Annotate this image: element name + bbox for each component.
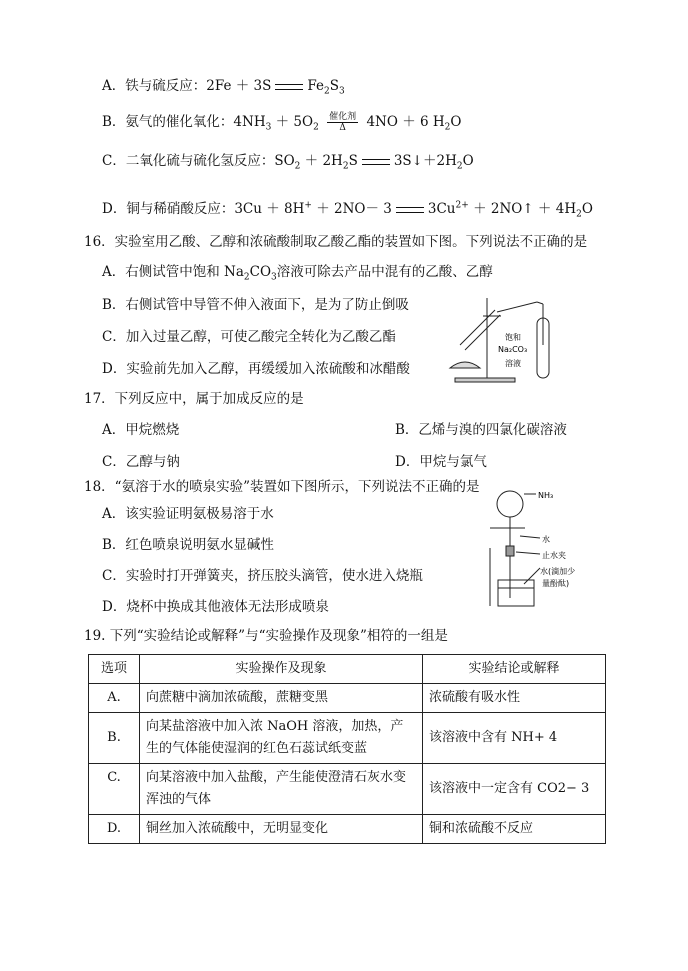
sub: 2 xyxy=(294,161,301,172)
q15-a-mid: S xyxy=(329,78,339,94)
table-cell: 浓硫酸有吸水性 xyxy=(423,684,606,713)
q15-c-mid: ＋ 2H xyxy=(300,153,343,169)
table-cell: 铜丝加入浓硫酸中，无明显变化 xyxy=(140,815,423,844)
q17-option-d: D．甲烷与氯气 xyxy=(395,454,487,470)
q16-option-d: D．实验前先加入乙醇，再缓缓加入浓硫酸和冰醋酸 xyxy=(102,361,410,377)
q18-stem: 18．“氨溶于水的喷泉实验”装置如下图所示，下列说法不正确的是 xyxy=(84,479,480,495)
table-cell: 向某盐溶液中加入浓 NaOH 溶液，加热，产生的气体能使湿润的红色石蕊试纸变蓝 xyxy=(140,713,423,764)
table-cell: 铜和浓硫酸不反应 xyxy=(423,815,606,844)
q18-option-a: A．该实验证明氨极易溶于水 xyxy=(102,506,274,522)
table-cell: B. xyxy=(89,713,140,764)
table-header-row xyxy=(89,655,606,684)
table-cell: A. xyxy=(89,684,140,713)
q15-b-plus: ＋ 5O xyxy=(271,114,314,130)
q15-b-end: O xyxy=(450,114,462,130)
label-clip: 止水夹 xyxy=(542,551,566,560)
catalyst-label: 催化剂 xyxy=(329,112,357,122)
q15-a-lhs: A．铁与硫反应：2Fe ＋ 3S xyxy=(102,78,272,94)
label-saturated: 饱和 xyxy=(505,333,521,342)
table-cell: 该溶液中一定含有 CO2− 3 xyxy=(423,764,606,815)
q15-d-lhs: D．铜与稀硝酸反应：3Cu ＋ 8H xyxy=(102,201,305,217)
table-row xyxy=(89,684,606,713)
table-cell: 向某溶液中加入盐酸，产生能使澄清石灰水变浑浊的气体 xyxy=(140,764,423,815)
q19-stem: 19. 下列“实验结论或解释”与“实验操作及现象”相符的一组是 xyxy=(84,628,448,644)
table-row xyxy=(89,815,606,844)
esterification-apparatus-figure xyxy=(435,290,565,390)
table-cell: 该溶液中含有 NH+ 4 xyxy=(423,713,606,764)
sup: + xyxy=(304,200,312,211)
q15-d-end2: O xyxy=(581,201,593,217)
sub: 2 xyxy=(313,122,319,133)
q16-stem: 16．实验室用乙酸、乙醇和浓硫酸制取乙酸乙酯的装置如下图。下列说法不正确的是 xyxy=(84,234,588,250)
q18-option-d: D．烧杯中换成其他液体无法形成喷泉 xyxy=(102,599,329,615)
label-solution: 溶液 xyxy=(505,359,521,368)
q16-a-part3: 溶液可除去产品中混有的乙酸、乙醇 xyxy=(276,264,493,280)
sub: 2 xyxy=(324,86,330,97)
label-nh3: NH₃ xyxy=(538,491,554,500)
table-row xyxy=(89,713,606,764)
q15-b-rhs: 4NO ＋ 6 H xyxy=(366,114,445,130)
q17-option-c: C．乙醇与钠 xyxy=(102,454,180,470)
sub: 2 xyxy=(243,272,250,283)
q15-d-rhs: 3Cu xyxy=(427,201,456,217)
label-water-phenol2: 量酚酞) xyxy=(542,579,570,588)
q15-c-mid2: S xyxy=(348,153,358,169)
q16-option-b: B．右侧试管中导管不伸入液面下，是为了防止倒吸 xyxy=(102,297,409,313)
q18-option-c: C．实验时打开弹簧夹，挤压胶头滴管，使水进入烧瓶 xyxy=(102,568,423,584)
sub: 2 xyxy=(444,122,451,133)
table-header: 实验结论或解释 xyxy=(423,655,606,684)
table-row xyxy=(89,764,606,815)
q15-c-end: O xyxy=(462,153,474,169)
q15-option-a xyxy=(102,76,345,96)
label-na2co3: Na₂CO₃ xyxy=(498,345,528,354)
equals-sign xyxy=(396,207,424,213)
sub: 3 xyxy=(271,272,277,283)
q17-option-a: A．甲烷燃烧 xyxy=(102,422,180,438)
sub: 3 xyxy=(265,122,272,133)
q15-a-rhs: Fe xyxy=(307,78,325,94)
sup: 2+ xyxy=(455,200,469,211)
fountain-experiment-figure xyxy=(480,488,580,612)
q15-c-rhs: 3S↓＋2H xyxy=(393,153,457,169)
table-header: 选项 xyxy=(89,655,140,684)
table-cell: D. xyxy=(89,815,140,844)
sub: 3 xyxy=(339,86,345,97)
q16-option-a xyxy=(102,262,493,282)
q17-option-b: B．乙烯与溴的四氯化碳溶液 xyxy=(395,422,567,438)
q15-d-mid: ＋ 2NO－ 3 xyxy=(311,201,392,217)
sub: 2 xyxy=(576,209,582,220)
q16-a-part2: CO xyxy=(249,264,272,280)
q15-c-lhs: C．二氧化硫与硫化氢反应：SO xyxy=(102,153,295,169)
table-header: 实验操作及现象 xyxy=(140,655,423,684)
q15-b-lhs: B．氨气的催化氧化：4NH xyxy=(102,114,266,130)
q15-option-b xyxy=(102,112,461,133)
q18-option-b: B．红色喷泉说明氨水显碱性 xyxy=(102,537,274,553)
label-water: 水 xyxy=(542,535,550,544)
q15-option-d xyxy=(102,199,593,219)
q15-d-end: ＋ 2NO↑ ＋ 4H xyxy=(468,201,577,217)
equals-sign xyxy=(362,159,390,165)
table-cell: 向蔗糖中滴加浓硫酸，蔗糖变黑 xyxy=(140,684,423,713)
q15-option-c xyxy=(102,151,474,171)
q16-a-part1: A．右侧试管中饱和 Na xyxy=(102,264,244,280)
equals-sign xyxy=(275,84,303,90)
table-cell: C. xyxy=(89,764,140,815)
q19-table xyxy=(88,654,606,844)
q17-stem: 17．下列反应中，属于加成反应的是 xyxy=(84,391,304,407)
reaction-condition xyxy=(327,112,358,133)
sub: 2 xyxy=(342,161,349,172)
sub: 2 xyxy=(456,161,463,172)
q16-option-c: C．加入过量乙醇，可使乙酸完全转化为乙酸乙酯 xyxy=(102,329,396,345)
label-water-phenol1: 水(滴加少 xyxy=(540,567,576,576)
heat-symbol: Δ xyxy=(339,123,346,133)
